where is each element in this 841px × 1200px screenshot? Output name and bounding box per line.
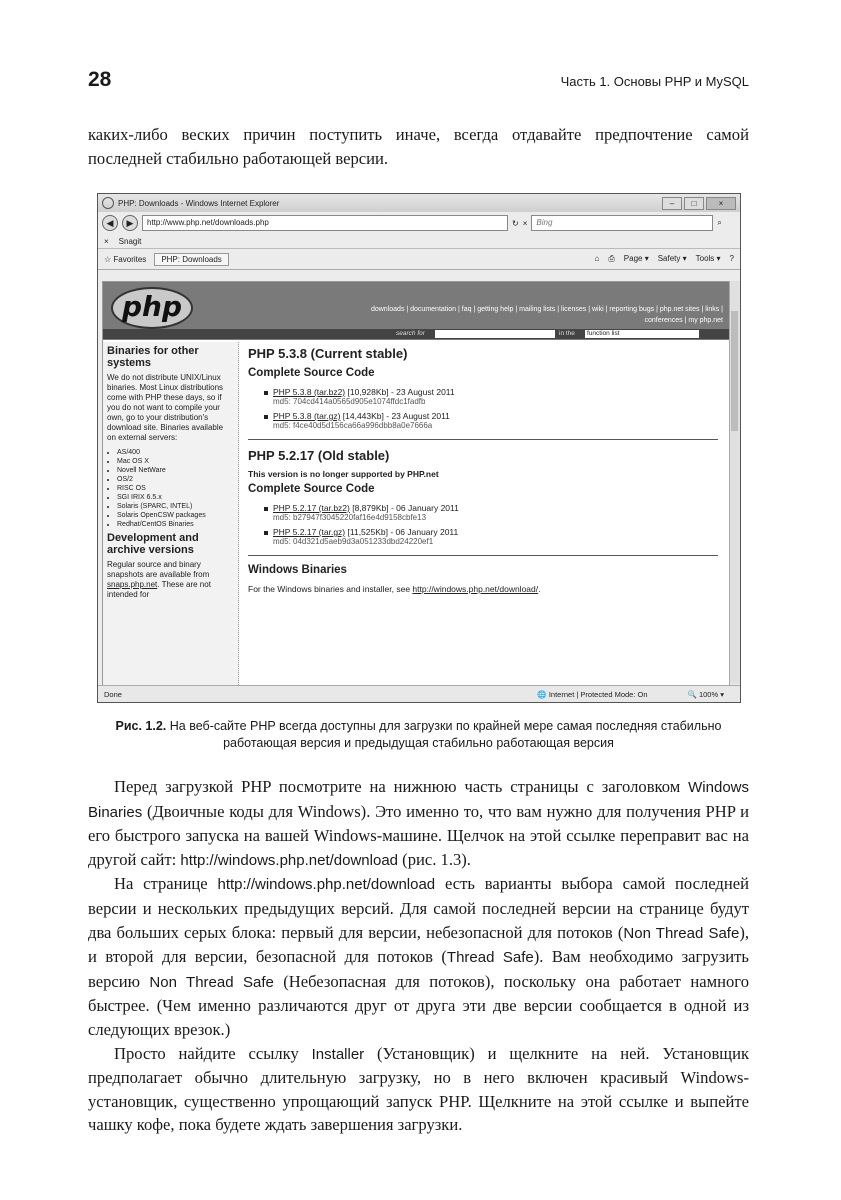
sidebar-title-development: Development and archive versions bbox=[107, 532, 199, 556]
back-icon[interactable]: ◀ bbox=[102, 215, 118, 231]
search-icon[interactable]: ⌕ bbox=[717, 218, 722, 227]
system-link[interactable]: • Mac OS X bbox=[117, 457, 234, 466]
dev-text-b: . These are not intended for bbox=[107, 580, 211, 599]
php-search-row bbox=[103, 329, 729, 339]
system-link[interactable]: • Novell NetWare bbox=[117, 466, 234, 475]
download-item bbox=[264, 503, 718, 523]
php-sidebar bbox=[103, 342, 239, 686]
command-bar bbox=[595, 254, 734, 264]
url-input[interactable]: http://www.php.net/downloads.php bbox=[142, 215, 508, 231]
tools-menu[interactable]: Tools ▾ bbox=[695, 254, 721, 263]
old-source-code-title: Complete Source Code bbox=[248, 483, 375, 495]
text: ). Вам необходимо загрузить версию bbox=[88, 947, 749, 991]
system-link[interactable]: • SGI IRIX 6.5.x bbox=[117, 493, 234, 502]
zone-text: Internet | Protected Mode: On bbox=[548, 689, 648, 699]
system-link[interactable]: • AS/400 bbox=[117, 448, 234, 457]
php-logo[interactable]: php bbox=[111, 287, 193, 329]
download-info: [10,928Kb] - 23 August 2011 bbox=[345, 387, 455, 397]
win-text: For the Windows binaries and installer, see bbox=[248, 584, 413, 594]
print-icon[interactable]: ⎙ bbox=[608, 254, 615, 263]
download-link[interactable]: PHP 5.2.17 (tar.bz2) bbox=[273, 503, 350, 513]
tab-php-downloads[interactable]: PHP: Downloads bbox=[154, 253, 228, 266]
win-end: . bbox=[538, 584, 541, 594]
divider bbox=[248, 555, 718, 556]
source-code-title: Complete Source Code bbox=[248, 367, 375, 379]
maximize-icon[interactable]: □ bbox=[684, 197, 704, 210]
scrollbar[interactable] bbox=[729, 281, 740, 684]
scrollbar-thumb[interactable] bbox=[731, 311, 738, 431]
download-link[interactable]: PHP 5.3.8 (tar.gz) bbox=[273, 411, 341, 421]
system-link[interactable]: • OS/2 bbox=[117, 475, 234, 484]
caption-text: На веб-сайте PHP всегда доступны для загрузки по крайней мере самая последняя стабильно работающая версия и предыдущая стабильно работающая версия bbox=[166, 719, 722, 750]
window-title: PHP: Downloads - Windows Internet Explorer bbox=[118, 198, 280, 208]
system-link[interactable]: • Redhat/CentOS Binaries bbox=[117, 520, 234, 529]
text: ), и второй для версии, безопасной для потоков ( bbox=[88, 922, 749, 967]
sidebar-title-binaries: Binaries for other systems bbox=[107, 345, 199, 369]
download-info: [11,525Kb] - 06 January 2011 bbox=[345, 527, 459, 537]
close-toolbar-icon[interactable]: × bbox=[104, 236, 109, 246]
text: (рис. 1.3). bbox=[398, 849, 471, 869]
divider bbox=[248, 439, 718, 440]
code-text: http://windows.php.net/download bbox=[180, 851, 399, 869]
forward-icon[interactable]: ▶ bbox=[122, 215, 138, 231]
snagit-button[interactable]: Snagit bbox=[118, 236, 142, 246]
php-main bbox=[248, 344, 718, 594]
help-icon[interactable]: ? bbox=[729, 254, 734, 263]
page-viewport bbox=[102, 281, 730, 686]
figure-caption bbox=[88, 718, 749, 752]
paragraph-3 bbox=[88, 1042, 749, 1137]
zoom-control[interactable]: 🔍 100% ▾ bbox=[687, 689, 724, 699]
download-link[interactable]: PHP 5.2.17 (tar.gz) bbox=[273, 527, 346, 537]
favorites-bar bbox=[98, 249, 740, 270]
text: есть варианты выбора самой последней версии и нескольких предыдущих версий. Для самой последней версии на странице будут два больших серых блока: первый для версии, небезопасной для потоков ( bbox=[88, 874, 749, 942]
stop-icon[interactable]: × bbox=[522, 218, 528, 228]
old-stable-note: This version is no longer supported by PHP.net bbox=[248, 469, 439, 479]
system-link[interactable]: • Solaris (SPARC, INTEL) bbox=[117, 502, 234, 511]
paragraph-1 bbox=[88, 775, 749, 872]
close-icon[interactable]: × bbox=[706, 197, 736, 210]
md5-hash: md5: 704cd414a0565d905e1074ffdc1fadfb bbox=[273, 397, 426, 406]
function-list-select[interactable]: function list bbox=[585, 330, 699, 338]
sidebar-text-development bbox=[107, 560, 234, 600]
favorites-label: Favorites bbox=[113, 254, 147, 264]
minimize-icon[interactable]: – bbox=[662, 197, 682, 210]
code-text: http://windows.php.net/download bbox=[217, 876, 436, 894]
caption-label: Рис. 1.2. bbox=[115, 719, 167, 733]
search-for-label: search for bbox=[396, 330, 425, 337]
md5-hash: md5: 04d321d5aeb9d3a051233dbd24220ef1 bbox=[273, 537, 434, 546]
in-the-label: in the bbox=[559, 330, 575, 337]
dev-text-a: Regular source and binary snapshots are available from bbox=[107, 560, 210, 579]
download-info: [14,443Kb] - 23 August 2011 bbox=[340, 411, 450, 421]
download-item bbox=[264, 527, 718, 547]
page-number: 28 bbox=[88, 68, 112, 91]
sidebar-text-binaries: We do not distribute UNIX/Linux binaries. Most Linux distributions come with PHP these days, so if you do not want to compile your own, go to your distribution's download site. Binaries available on external servers: bbox=[107, 373, 224, 442]
php-search-input[interactable] bbox=[435, 330, 555, 338]
paragraph-2 bbox=[88, 872, 749, 1041]
links-bar bbox=[98, 234, 740, 249]
md5-hash: md5: b27947f3045220faf16e4d9158cbfe13 bbox=[273, 513, 427, 522]
text: Просто найдите ссылку bbox=[114, 1043, 312, 1063]
systems-list bbox=[107, 448, 234, 529]
php-nav-secondary[interactable]: conferences | my php.net bbox=[644, 317, 723, 324]
code-text: Non Thread Safe bbox=[149, 973, 274, 991]
safety-menu[interactable]: Safety ▾ bbox=[657, 254, 687, 263]
zoom-text: 100% bbox=[698, 689, 719, 699]
security-zone: 🌐 Internet | Protected Mode: On bbox=[537, 689, 648, 699]
old-stable-title: PHP 5.2.17 (Old stable) bbox=[248, 448, 390, 463]
windows-binaries-text bbox=[248, 584, 718, 594]
page-menu[interactable]: Page ▾ bbox=[623, 254, 649, 263]
refresh-icon[interactable]: ↻ bbox=[512, 218, 519, 228]
md5-hash: md5: f4ce40d5d156ca66a996dbb8a0e7666a bbox=[273, 421, 433, 430]
current-stable-title: PHP 5.3.8 (Current stable) bbox=[248, 346, 408, 361]
windows-download-link[interactable]: http://windows.php.net/download/ bbox=[412, 584, 539, 594]
favorites-button[interactable]: ☆ Favorites bbox=[104, 254, 147, 264]
download-item bbox=[264, 387, 718, 407]
status-text: Done bbox=[104, 689, 122, 699]
intro-paragraph: каких-либо веских причин поступить иначе, всегда отдавайте предпочтение самой последней стабильно работающей версии. bbox=[88, 125, 749, 168]
address-bar bbox=[98, 212, 740, 234]
download-item bbox=[264, 411, 718, 431]
running-head: Часть 1. Основы PHP и MySQL bbox=[560, 74, 749, 89]
snaps-link[interactable]: snaps.php.net bbox=[107, 580, 158, 589]
php-header bbox=[103, 282, 729, 340]
body-text bbox=[88, 775, 749, 1137]
php-nav[interactable]: downloads | documentation | faq | getting help | mailing lists | licenses | wiki | reporting bugs | php.net sites | links | bbox=[370, 306, 723, 313]
status-bar bbox=[98, 685, 740, 702]
code-text: Non Thread Safe bbox=[623, 924, 740, 942]
text: (Установщик) и щелкните на ней. Установщик предполагает обычно длительную загрузку, но в него включен красивый Windows-установщик, существенно упрощающий запуск PHP. Щелкните на этой ссылке и выпейте чашку кофе, пока будете ждать завершения загрузки. bbox=[88, 1043, 750, 1135]
search-input[interactable]: Bing bbox=[531, 215, 713, 231]
ie-icon bbox=[102, 197, 114, 209]
text: Перед загрузкой PHP посмотрите на нижнюю часть страницы с заголовком bbox=[114, 777, 689, 796]
text: На странице bbox=[114, 874, 218, 894]
browser-screenshot bbox=[97, 193, 741, 703]
download-info: [8,879Kb] - 06 January 2011 bbox=[349, 503, 459, 513]
system-link[interactable]: • RISC OS bbox=[117, 484, 234, 493]
home-icon[interactable]: ⌂ bbox=[594, 254, 600, 263]
windows-binaries-title: Windows Binaries bbox=[248, 564, 347, 576]
code-text: Thread Safe bbox=[446, 949, 534, 967]
text: (Небезопасная для потоков), поскольку она работает намного быстрее. (Чем именно различаются друг от друга эти две версии сообщается в одной из следующих врезок.) bbox=[88, 971, 749, 1039]
code-text: Windows Binaries bbox=[88, 779, 749, 821]
text: (Двоичные коды для Windows). Это именно то, что вам нужно для получения PHP и его быстрого запуска на вашей Windows-машине. Щелчок на этой ссылке переправит вас на другой сайт: bbox=[88, 801, 749, 869]
window-titlebar bbox=[98, 194, 740, 212]
window-controls bbox=[662, 197, 736, 210]
download-link[interactable]: PHP 5.3.8 (tar.bz2) bbox=[273, 387, 346, 397]
system-link[interactable]: • Solaris OpenCSW packages bbox=[117, 511, 234, 520]
code-text: Installer bbox=[311, 1045, 365, 1063]
